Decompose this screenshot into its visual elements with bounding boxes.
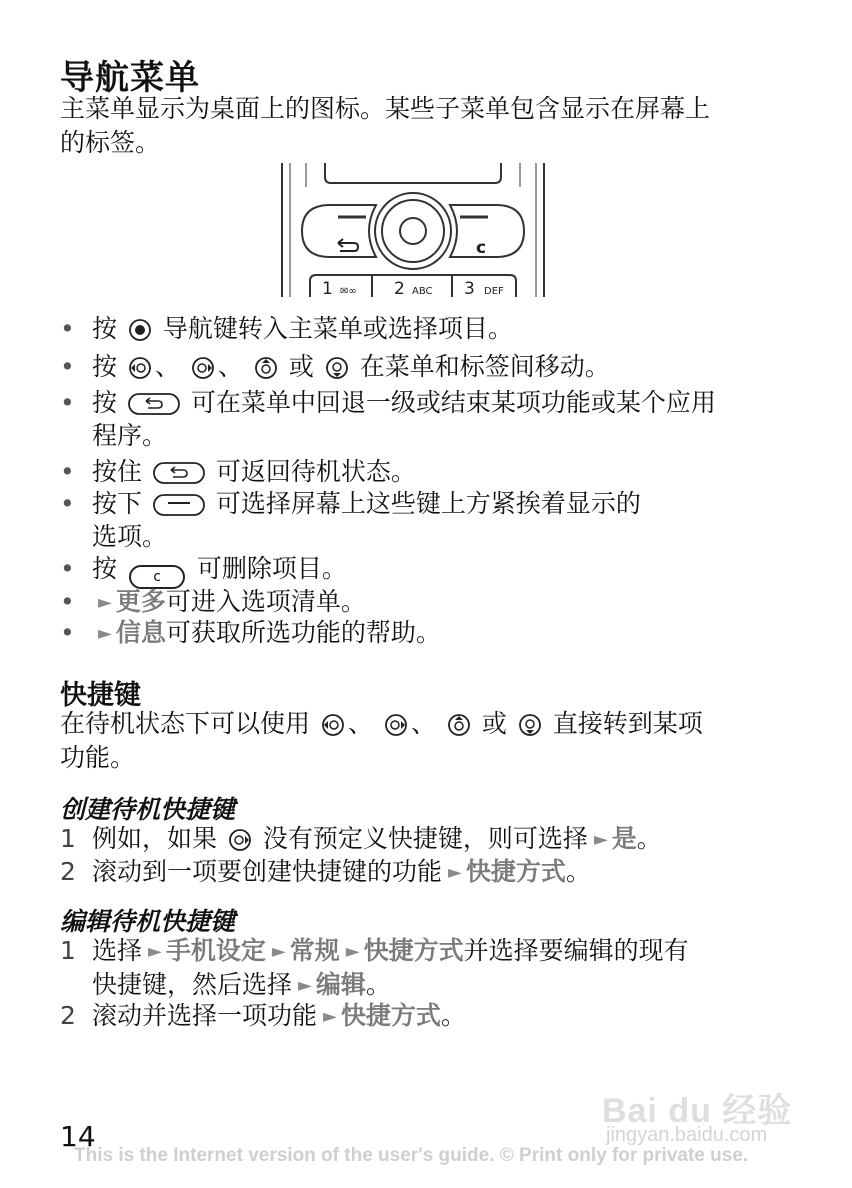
nav-up-icon <box>254 356 278 380</box>
yes-menu-label: 是 <box>611 824 637 853</box>
shortcut-menu-label: 快捷方式 <box>340 1001 441 1030</box>
key-2-letters: ABC <box>412 286 433 297</box>
edit-menu-label: 编辑 <box>315 970 366 999</box>
arrow-icon: ► <box>98 592 112 613</box>
nav-left-icon <box>128 356 152 380</box>
phone-settings-label: 手机设定 <box>165 936 266 965</box>
nav-right-icon <box>384 713 408 737</box>
shortcuts-heading: 快捷键 <box>60 680 141 711</box>
nav-right-icon <box>191 356 215 380</box>
nav-down-icon <box>518 713 542 737</box>
phone-keypad-illustration <box>280 163 546 297</box>
soft-key-icon <box>153 493 205 517</box>
arrow-icon: ► <box>271 941 286 962</box>
nav-up-icon <box>447 713 471 737</box>
back-key-icon <box>153 461 205 485</box>
arrow-icon: ► <box>448 862 462 883</box>
key-3-letters: DEF <box>484 286 504 297</box>
arrow-icon: ► <box>298 975 312 996</box>
general-label: 常规 <box>289 936 340 965</box>
clear-key-label: c <box>476 238 487 258</box>
back-key-icon <box>128 392 180 416</box>
key-3-digit: 3 <box>464 279 475 297</box>
key-1-letters: ✉∞ <box>340 286 357 297</box>
shortcut-menu-label: 快捷方式 <box>363 936 464 965</box>
bullet-back: • 按 可在菜单中回退一级或结束某项功能或某个应用 程序。 <box>60 388 716 450</box>
shortcut-menu-label: 快捷方式 <box>465 857 566 886</box>
info-menu-label: 信息 <box>115 618 166 647</box>
key-1-digit: 1 <box>322 279 333 297</box>
intro-line-2: 的标签。 <box>60 128 161 157</box>
more-menu-label: 更多 <box>115 587 166 616</box>
nav-center-icon <box>128 318 152 342</box>
key-2-digit: 2 <box>394 279 405 297</box>
edit-step-1: 1 选择 ► 手机设定 ► 常规 ► 快捷方式并选择要编辑的现有 快捷键，然后选择 ► 编辑。 <box>60 936 689 999</box>
footer-notice: This is the Internet version of the user's guide. © Print only for private use. <box>74 1145 749 1166</box>
bullet-softkey: • 按下 可选择屏幕上这些键上方紧挨着显示的 选项。 <box>60 489 641 551</box>
create-step-1: 1 例如，如果 没有预定义快捷键，则可选择 ► 是。 <box>60 824 662 853</box>
bullet-delete: • 按 c 可删除项目。 <box>60 552 800 589</box>
arrow-icon: ► <box>345 941 360 962</box>
baidu-watermark-logo: Bai du 经验 <box>602 1092 793 1130</box>
bullet-move: • 按 、 、 或 在菜单和标签间移动。 <box>60 352 610 381</box>
intro-line-1: 主菜单显示为桌面上的图标。某些子菜单包含显示在屏幕上 <box>60 94 711 123</box>
bullet-info: • ► 信息可获取所选功能的帮助。 <box>60 618 441 647</box>
shortcuts-text: 在待机状态下可以使用 、 、 或 直接转到某项 功能。 <box>60 709 703 772</box>
arrow-icon: ► <box>148 941 162 962</box>
edit-step-2: 2 滚动并选择一项功能 ► 快捷方式。 <box>60 1001 466 1030</box>
nav-right-icon <box>228 828 252 852</box>
clear-key-icon: c <box>129 565 185 589</box>
edit-shortcut-heading: 编辑待机快捷键 <box>60 907 236 936</box>
bullet-select: • 按 导航键转入主菜单或选择项目。 <box>60 314 513 343</box>
nav-left-icon <box>321 713 345 737</box>
arrow-icon: ► <box>593 829 608 850</box>
nav-down-icon <box>325 356 349 380</box>
page-number: 14 <box>60 1120 96 1153</box>
bullet-standby: • 按住 可返回待机状态。 <box>60 457 416 486</box>
create-shortcut-heading: 创建待机快捷键 <box>60 795 236 824</box>
bullet-more: • ► 更多可进入选项清单。 <box>60 587 366 616</box>
page-title: 导航菜单 <box>60 58 200 98</box>
arrow-icon: ► <box>323 1006 337 1027</box>
baidu-watermark-url: jingyan.baidu.com <box>606 1124 768 1146</box>
create-step-2: 2 滚动到一项要创建快捷键的功能 ► 快捷方式。 <box>60 857 591 886</box>
arrow-icon: ► <box>98 623 112 644</box>
